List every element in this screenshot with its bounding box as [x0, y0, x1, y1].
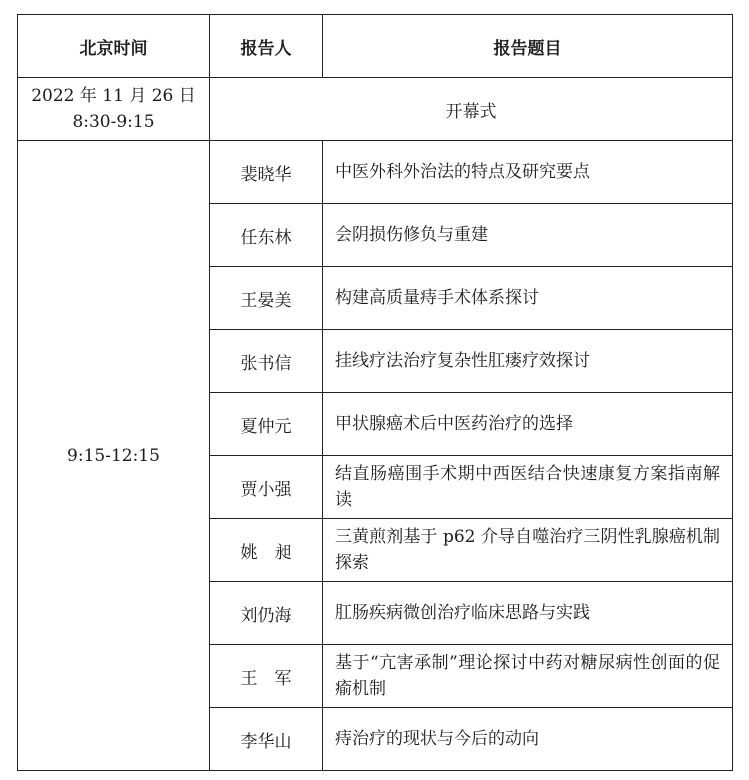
talk-topic: 结直肠癌围手术期中西医结合快速康复方案指南解读 — [323, 456, 733, 519]
talk-topic: 中医外科外治法的特点及研究要点 — [323, 141, 733, 204]
talk-topic: 肛肠疾病微创治疗临床思路与实践 — [323, 582, 733, 645]
talk-topic: 三黄煎剂基于 p62 介导自噬治疗三阴性乳腺癌机制探索 — [323, 519, 733, 582]
speaker-name: 姚 昶 — [210, 519, 323, 582]
opening-time-cell — [18, 78, 210, 141]
speaker-name: 王 军 — [210, 645, 323, 708]
talk-topic: 会阴损伤修负与重建 — [323, 204, 733, 267]
opening-title: 开幕式 — [210, 78, 733, 141]
talk-topic: 构建高质量痔手术体系探讨 — [323, 267, 733, 330]
opening-date: 2022 年 11 月 26 日 — [31, 86, 196, 106]
speaker-name: 张书信 — [210, 330, 323, 393]
header-speaker: 报告人 — [210, 15, 323, 78]
speaker-name: 裴晓华 — [210, 141, 323, 204]
speaker-name: 王晏美 — [210, 267, 323, 330]
session-time: 9:15-12:15 — [18, 141, 210, 771]
speaker-name: 贾小强 — [210, 456, 323, 519]
talk-topic: 痔治疗的现状与今后的动向 — [323, 708, 733, 771]
opening-row — [18, 78, 733, 141]
table-row — [18, 141, 733, 204]
opening-time: 8:30-9:15 — [72, 112, 155, 132]
speaker-name: 刘仍海 — [210, 582, 323, 645]
schedule-table — [17, 14, 733, 771]
speaker-name: 任东林 — [210, 204, 323, 267]
talk-topic: 基于“亢害承制”理论探讨中药对糖尿病性创面的促瘉机制 — [323, 645, 733, 708]
talk-topic: 挂线疗法治疗复杂性肛瘘疗效探讨 — [323, 330, 733, 393]
header-topic: 报告题目 — [323, 15, 733, 78]
speaker-name: 李华山 — [210, 708, 323, 771]
talk-topic: 甲状腺癌术后中医药治疗的选择 — [323, 393, 733, 456]
header-row — [18, 15, 733, 78]
header-time: 北京时间 — [18, 15, 210, 78]
speaker-name: 夏仲元 — [210, 393, 323, 456]
